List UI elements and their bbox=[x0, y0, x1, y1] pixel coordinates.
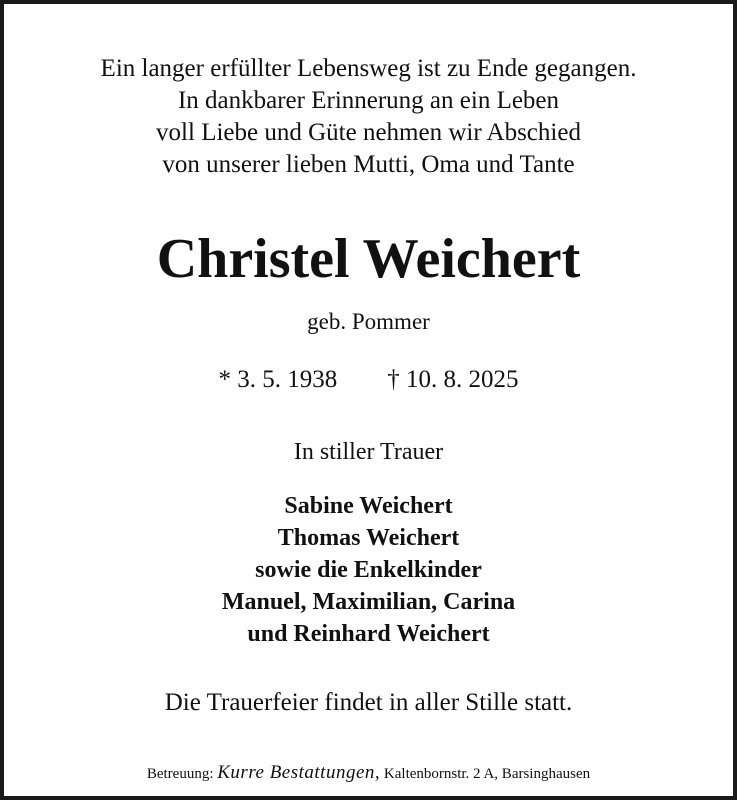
mourner-line-2: Thomas Weichert bbox=[277, 525, 460, 551]
death-date: † 10. 8. 2025 bbox=[387, 366, 519, 393]
mourner-line-3: sowie die Enkelkinder bbox=[255, 557, 482, 583]
funeral-home-credit bbox=[4, 762, 733, 784]
mourning-heading: In stiller Trauer bbox=[293, 439, 444, 465]
credit-prefix: Betreuung: bbox=[146, 766, 214, 782]
mourner-line-1: Sabine Weichert bbox=[284, 493, 453, 519]
mourner-line-5: und Reinhard Weichert bbox=[247, 621, 490, 647]
funeral-home-name: Kurre Bestattungen, bbox=[217, 762, 381, 783]
intro-line-2: In dankbarer Erinnerung an ein Leben bbox=[177, 87, 560, 114]
deceased-name: Christel Weichert bbox=[156, 228, 581, 290]
life-dates bbox=[4, 366, 733, 394]
birth-date: * 3. 5. 1938 bbox=[218, 366, 338, 393]
funeral-home-address: Kaltenbornstr. 2 A, Barsinghausen bbox=[383, 766, 591, 782]
mourner-line-4: Manuel, Maximilian, Carina bbox=[221, 589, 516, 615]
intro-line-3: voll Liebe und Güte nehmen wir Abschied bbox=[156, 119, 581, 146]
intro-line-1: Ein langer erfüllter Lebensweg ist zu Ende gegangen. bbox=[100, 55, 637, 82]
intro-line-4: von unserer lieben Mutti, Oma und Tante bbox=[162, 151, 575, 178]
born-name: geb. Pommer bbox=[307, 309, 430, 334]
ceremony-note: Die Trauerfeier findet in aller Stille statt. bbox=[164, 689, 573, 716]
